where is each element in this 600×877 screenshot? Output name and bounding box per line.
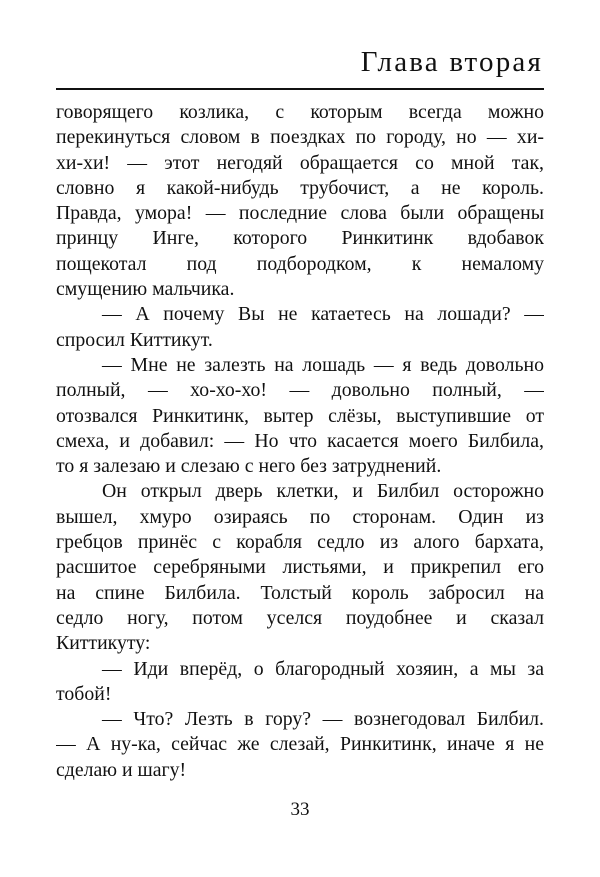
text-line: пощекотал под подбородком, к немалому [56,252,544,275]
text-line: Киттикуту: [56,632,151,655]
text-line: — Что? Лезть в гору? — вознегодовал Билбил. [102,708,544,731]
text-line: говорящего козлика, с которым всегда можно [56,101,544,123]
text-line: перекинуться словом в поездках по городу, но — хи- [56,126,544,149]
text-line: тобой! [56,682,112,705]
page-number: 33 [290,799,310,820]
text-line: — А ну-ка, сейчас же слезай, Ринкитинк, иначе я не [56,733,544,756]
text-line: седло ногу, потом уселся поудобнее и сказал [56,606,544,629]
text-line: гребцов принёс с корабля седло из алого бархата, [56,531,544,554]
text-line: Он открыл дверь клетки, и Билбил осторожно [102,480,544,503]
text-line: — Иди вперёд, о благородный хозяин, а мы за [102,657,544,680]
text-line: полный, — хо-хо-хо! — довольно полный, — [56,379,544,402]
header-rule [56,88,544,90]
body-text [56,100,544,783]
text-line: спросил Киттикут. [56,328,213,351]
text-line: то я залезаю и слезаю с него без затруднений. [56,455,442,478]
chapter-title: Глава вторая [360,46,543,78]
text-line: словно я какой-нибудь трубочист, а не король. [56,176,544,199]
text-line: сделаю и шагу! [56,758,187,781]
text-line: — Мне не залезть на лошадь — я ведь довольно [102,353,544,376]
text-line: Правда, умора! — последние слова были обращены [56,202,544,225]
text-line: отозвался Ринкитинк, вытер слёзы, выступившие от [56,404,544,427]
text-line: смущению мальчика. [56,278,235,301]
text-line: вышел, хмуро озираясь по сторонам. Один из [56,505,544,528]
text-line: на спине Билбила. Толстый король забросил на [56,581,544,604]
text-line: хи-хи! — этот негодяй обращается со мной так, [56,151,544,174]
text-line: принцу Инге, которого Ринкитинк вдобавок [56,227,544,250]
text-line: смеха, и добавил: — Но что касается моего Билбила, [56,429,544,452]
text-line: расшитое серебряными листьями, и прикрепил его [56,556,544,579]
text-line: — А почему Вы не катаетесь на лошади? — [102,303,544,326]
